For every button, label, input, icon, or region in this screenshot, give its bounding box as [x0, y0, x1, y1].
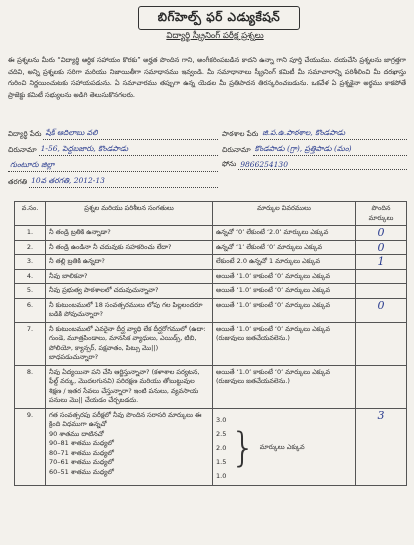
- class-value: 10వ తరగతి, 2012-13: [29, 176, 218, 188]
- class-label: తరగతి: [8, 178, 28, 186]
- header-serial: వ.సం.: [15, 202, 46, 226]
- screening-table: [14, 201, 407, 486]
- row-score[interactable]: 0: [356, 240, 407, 255]
- row-marks: అయితే ‘1.0’ కాకుంటే ‘0’ మార్కులు ఎక్కువ: [213, 298, 356, 322]
- row-question: నీ తల్లి బ్రతికి ఉన్నదా?: [46, 255, 213, 270]
- row-number: 8.: [15, 365, 46, 408]
- row-score[interactable]: [356, 365, 407, 408]
- row-score[interactable]: 3: [356, 408, 407, 485]
- table-header-row: [15, 202, 407, 226]
- header-question: ప్రశ్నల మరియు పరిశీలన సంగతులు: [46, 202, 213, 226]
- address-line2-row: [8, 160, 218, 172]
- school-name-row: [222, 128, 407, 140]
- row-question: నీవు ప్రభుత్వ పాఠశాలలో చదువుచున్నావా?: [46, 284, 213, 299]
- grade-value: 2.0: [216, 443, 227, 452]
- phone-label: ఫోను: [222, 160, 237, 168]
- address-line2-value: గుంటూరు జిల్లా: [8, 160, 218, 172]
- row-marks: అయితే ‘1.0’ కాకుంటే ‘0’ మార్కులు ఎక్కువ (రుజువులు జతచేయవలెను.): [213, 365, 356, 408]
- grade-label: మార్కులు ఎక్కువ: [259, 442, 305, 451]
- row-question: నీవు ఏద్యయినా పని చేసి ఆర్జిస్తున్నావా? (కళాశాల పర్యటన, ఫీల్డ్ వర్కు, మొదలగునవి) పరిరక్షణ మరియు తోబుట్టువుల శిక్షణ / ఇతర సేవలు చేస్తున్నారా? ఇంటి పనులు, వ్యవసాయ పనులు మొ|| చేయడం చేర్చబడదు.: [46, 365, 213, 408]
- address-value: 1-56, పెద్దబజారు, కొండపాడు: [39, 144, 218, 156]
- row-number: 4.: [15, 269, 46, 284]
- row-number: 1.: [15, 226, 46, 241]
- row-number: 5.: [15, 284, 46, 299]
- row-score[interactable]: [356, 322, 407, 365]
- form-subtitle: విద్యార్థి స్క్రీనింగ్ పరీక్ష ప్రశ్నలు: [166, 31, 264, 41]
- table-row: [15, 269, 407, 284]
- row-score[interactable]: 0: [356, 226, 407, 241]
- row-number: 6.: [15, 298, 46, 322]
- header-score: పొందిన మార్కులు: [356, 202, 407, 226]
- grade-values: [216, 413, 226, 483]
- row-question: గత సంవత్సరపు పరీక్షలో నీవు పొందిన సరాసరి మార్కులు ఈ క్రింది విధముగా ఉన్నచో 90 శాతము దాటినచో 90–81 శాతము మధ్యలో 80–71 శాతము మధ్యలో 70–61 శాతము మధ్యలో 60–51 శాతము మధ్యలో: [46, 408, 213, 485]
- row-number: 9.: [15, 408, 46, 485]
- school-address-label: చిరునామా: [222, 146, 251, 154]
- row-question: నీవు బాలికవా?: [46, 269, 213, 284]
- grade-value: 1.5: [216, 457, 227, 466]
- table-row: [15, 408, 407, 485]
- row-marks-grades: [213, 408, 356, 485]
- table-row: [15, 226, 407, 241]
- row-number: 7.: [15, 322, 46, 365]
- table-row: [15, 255, 407, 270]
- grade-scale: [216, 413, 352, 483]
- grade-value: 1.0: [216, 471, 227, 480]
- instructions-paragraph: ఈ ప్రశ్నలను మీరు “విద్యార్థి ఆర్థిక సహాయం కొరకు” అర్హత పొందిన గాని, అంగీకరింపబడిన కాదని ఉన్నా గాని పూర్తి చేయుము. దయచేసి ప్రశ్నలను జాగ్రత్తగా చదివి, అన్ని ప్రశ్నలకు సరిగా మరియు నిజాయితీగా సమాధానము ఇవ్వండి. మీ సమాధానాలు స్క్రీనింగ్ కమిటీ మీ సమాచారాన్ని పరిశీలించి మీ దరఖాస్తు గురించి నిర్ణయించుటకు సహాయపడును. ఏ సమాచారము తప్పుగా ఉన్న యెడల మీ ప్రతిపాదన తిరస్కరించబడును. ఒకవేళ ఏ ప్రశ్నకైనా అర్థము కాకపోతే ప్రాజెక్టు కమిటీ సభ్యులను అడిగి తెలుసుకొనగలరు.: [8, 56, 406, 99]
- row-question: నీ తండ్రి బ్రతికి ఉన్నాడా?: [46, 226, 213, 241]
- header-marks: మార్కుల వివరములు: [213, 202, 356, 226]
- row-number: 2.: [15, 240, 46, 255]
- form-title: బిగ్‌హెల్ప్ ఫర్ ఎడ్యుకేషన్: [138, 6, 300, 30]
- row-marks: ఉన్నచో ‘0’ లేకుంటే ‘2.0’ మార్కులు ఎక్కువ: [213, 226, 356, 241]
- student-name-value: షేక్ ఆదిలాబు వలి: [43, 128, 218, 140]
- table-row: [15, 240, 407, 255]
- row-question: నీ కుటుంబములో 18 సంవత్సరములు లోపు గల పిల్లలందరూ బడికి పోవుచున్నారా?: [46, 298, 213, 322]
- school-name-value: జి.ప.ఉ.పాఠశాల, కొండపాడు: [260, 128, 407, 140]
- student-name-row: [8, 128, 218, 140]
- grade-value: 2.5: [216, 429, 227, 438]
- right-brace-icon: }: [230, 424, 256, 471]
- row-marks: అయితే ‘1.0’ కాకుంటే ‘0’ మార్కులు ఎక్కువ: [213, 269, 356, 284]
- address-label: చిరునామా: [8, 146, 37, 154]
- class-row: [8, 176, 218, 188]
- table-row: [15, 322, 407, 365]
- address-row: [8, 144, 218, 156]
- row-score[interactable]: [356, 284, 407, 299]
- row-question: నీ తండ్రి ఉండినా నీ చదువుకు సహకరించు లేదా?: [46, 240, 213, 255]
- row-marks: అయితే ‘1.0’ కాకుంటే ‘0’ మార్కులు ఎక్కువ (రుజువులు జతచేయవలెను.): [213, 322, 356, 365]
- village-value: కొండపాడు (గ్రా), ప్రత్తిపాడు (మం): [253, 144, 407, 156]
- row-number: 3.: [15, 255, 46, 270]
- table-row: [15, 298, 407, 322]
- row-marks: ఉన్నచో ‘1’ లేకుంటే ‘0’ మార్కులు ఎక్కువ: [213, 240, 356, 255]
- row-marks: అయితే ‘1.0’ కాకుంటే ‘0’ మార్కులు ఎక్కువ: [213, 284, 356, 299]
- phone-row: [222, 160, 407, 170]
- table-row: [15, 284, 407, 299]
- row-score[interactable]: 1: [356, 255, 407, 270]
- row-marks: లేకుంటే 2.0 ఉన్నచో 1 మార్కులు ఎక్కువ: [213, 255, 356, 270]
- row-question: నీ కుటుంబములో ఎవరైనా దీర్ఘ వ్యాధి లేక దీర్ఘరోగములో (ఉదా: గుండె, మూత్రపిండాలు, మానసిక వ్యాధులు, ఎయిడ్స్, టిబి, పోలియో, క్యాన్సర్, పక్షవాతం, పిట్సు మొ||) బాధపడుచున్నారా?: [46, 322, 213, 365]
- student-name-label: విద్యార్థి పేరు: [8, 130, 42, 138]
- table-row: [15, 365, 407, 408]
- school-name-label: పాఠశాల పేరు: [222, 130, 259, 138]
- school-address-row: [222, 144, 407, 156]
- row-score[interactable]: [356, 269, 407, 284]
- phone-value: 9866254130: [238, 160, 407, 170]
- grade-value: 3.0: [216, 415, 227, 424]
- row-score[interactable]: 0: [356, 298, 407, 322]
